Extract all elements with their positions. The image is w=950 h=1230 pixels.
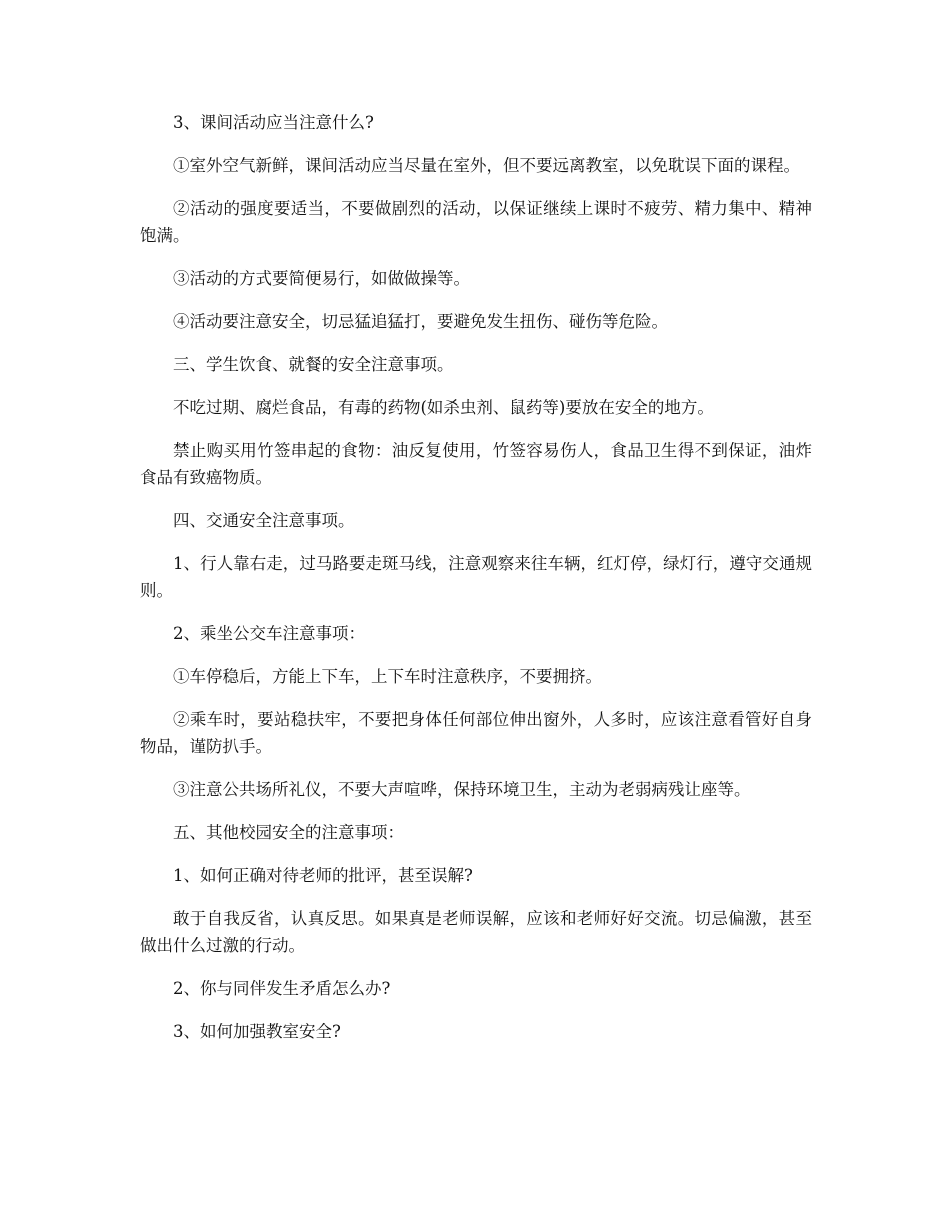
paragraph-4: ③活动的方式要简便易行，如做做操等。 bbox=[173, 269, 470, 288]
section-heading-4: 四、交通安全注意事项。 bbox=[173, 511, 355, 530]
paragraph-2: ①室外空气新鲜，课间活动应当尽量在室外，但不要远离教室，以免耽误下面的课程。 bbox=[173, 156, 800, 175]
paragraph-18: 2、你与同伴发生矛盾怎么办? bbox=[173, 979, 391, 998]
paragraph-11: 2、乘坐公交车注意事项： bbox=[173, 624, 365, 643]
section-heading-5: 五、其他校园安全的注意事项： bbox=[173, 823, 404, 842]
paragraph-12: ①车停稳后，方能上下车，上下车时注意秩序，不要拥挤。 bbox=[173, 667, 602, 686]
paragraph-8: 禁止购买用竹签串起的食物：油反复使用，竹签容易伤人，食品卫生得不到保证，油炸食品有致癌物质。 bbox=[140, 441, 812, 487]
paragraph-16: 1、如何正确对待老师的批评，甚至误解? bbox=[173, 866, 473, 885]
paragraph-13: ②乘车时，要站稳扶牢，不要把身体任何部位伸出窗外，人多时，应该注意看管好自身物品，谨防扒手。 bbox=[140, 710, 812, 756]
paragraph-10: 1、行人靠右走，过马路要走斑马线，注意观察来往车辆，红灯停，绿灯行，遵守交通规则。 bbox=[140, 554, 812, 600]
paragraph-7: 不吃过期、腐烂食品，有毒的药物(如杀虫剂、鼠药等)要放在安全的地方。 bbox=[173, 398, 714, 417]
paragraph-17: 敢于自我反省，认真反思。如果真是老师误解，应该和老师好好交流。切忌偏激，甚至做出什么过激的行动。 bbox=[140, 909, 812, 955]
document-body bbox=[140, 109, 812, 1061]
paragraph-14: ③注意公共场所礼仪，不要大声喧哗，保持环境卫生，主动为老弱病残让座等。 bbox=[173, 780, 751, 799]
paragraph-3: ②活动的强度要适当，不要做剧烈的活动，以保证继续上课时不疲劳、精力集中、精神饱满。 bbox=[140, 199, 812, 245]
paragraph-5: ④活动要注意安全，切忌猛追猛打，要避免发生扭伤、碰伤等危险。 bbox=[173, 312, 668, 331]
paragraph-1: 3、课间活动应当注意什么? bbox=[173, 113, 374, 132]
section-heading-3: 三、学生饮食、就餐的安全注意事项。 bbox=[173, 355, 454, 374]
paragraph-19: 3、如何加强教室安全? bbox=[173, 1022, 341, 1041]
